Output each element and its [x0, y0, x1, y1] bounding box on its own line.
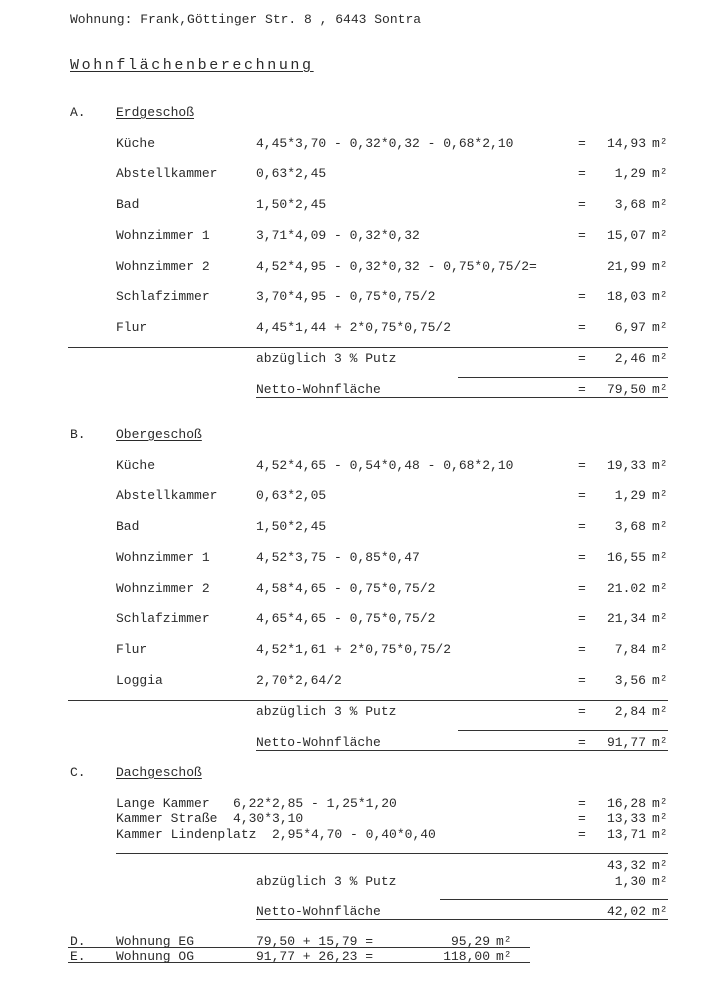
equals-sign: = — [578, 811, 586, 826]
room-name: Bad — [116, 519, 140, 534]
room-name: Schlafzimmer — [116, 289, 210, 304]
subtotal-rule — [116, 853, 668, 854]
equals-sign: = — [578, 197, 586, 212]
room-formula: 4,52*1,61 + 2*0,75*0,75/2 — [256, 642, 452, 657]
equals-sign: = — [578, 488, 586, 503]
equals-sign: = — [578, 320, 586, 335]
room-formula: 4,45*1,44 + 2*0,75*0,75/2 — [256, 320, 452, 335]
room-name: Küche — [116, 136, 156, 151]
room-name: Flur — [116, 642, 148, 657]
room-area-value: 13,71 — [606, 827, 646, 842]
plaster-deduction-label: abzüglich 3 % Putz — [256, 704, 397, 719]
plaster-deduction-value: 2,84 — [614, 704, 646, 719]
unit-label: m² — [652, 166, 668, 181]
equals-sign: = — [578, 228, 586, 243]
unit-label: m² — [652, 488, 668, 503]
equals-sign: = — [578, 704, 586, 719]
room-area-value: 6,97 — [614, 320, 646, 335]
room-formula: 1,50*2,45 — [256, 519, 327, 534]
room-line: Kammer Straße 4,30*3,10 — [116, 811, 304, 826]
equals-sign: = — [578, 351, 586, 366]
room-name: Abstellkammer — [116, 166, 218, 181]
room-name: Wohnzimmer 1 — [116, 228, 210, 243]
unit-label: m² — [496, 934, 512, 949]
equals-sign: = — [578, 735, 586, 750]
room-area-value: 13,33 — [606, 811, 646, 826]
room-line: Kammer Lindenplatz 2,95*4,70 - 0,40*0,40 — [116, 827, 436, 842]
equals-sign: = — [578, 642, 586, 657]
room-area-value: 16,55 — [606, 550, 646, 565]
unit-label: m² — [652, 858, 668, 873]
summary-formula: 79,50 + 15,79 = — [256, 934, 374, 949]
subtotal-value: 43,32 — [606, 858, 646, 873]
room-area-value: 16,28 — [606, 796, 646, 811]
room-name: Wohnzimmer 1 — [116, 550, 210, 565]
unit-label: m² — [652, 259, 668, 274]
room-formula: 4,65*4,65 - 0,75*0,75/2 — [256, 611, 436, 626]
room-formula: 4,52*4,95 - 0,32*0,32 - 0,75*0,75/2= — [256, 259, 537, 274]
subtotal-rule — [68, 700, 668, 701]
equals-sign: = — [578, 827, 586, 842]
summary-label: Wohnung EG — [116, 934, 195, 949]
netto-upper-rule — [440, 899, 668, 900]
room-area-value: 18,03 — [606, 289, 646, 304]
unit-label: m² — [652, 904, 668, 919]
plaster-deduction-label: abzüglich 3 % Putz — [256, 874, 397, 889]
summary-rule — [68, 962, 530, 963]
plaster-deduction-label: abzüglich 3 % Putz — [256, 351, 397, 366]
unit-label: m² — [652, 197, 668, 212]
unit-label: m² — [652, 827, 668, 842]
equals-sign: = — [578, 382, 586, 397]
unit-label: m² — [652, 874, 668, 889]
room-formula: 4,45*3,70 - 0,32*0,32 - 0,68*2,10 — [256, 136, 514, 151]
net-area-label: Netto-Wohnfläche — [256, 735, 381, 750]
unit-label: m² — [652, 811, 668, 826]
unit-label: m² — [652, 289, 668, 304]
plaster-deduction-value: 2,46 — [614, 351, 646, 366]
equals-sign: = — [578, 519, 586, 534]
room-formula: 0,63*2,05 — [256, 488, 327, 503]
room-formula: 4,52*4,65 - 0,54*0,48 - 0,68*2,10 — [256, 458, 514, 473]
room-area-value: 15,07 — [606, 228, 646, 243]
unit-label: m² — [652, 228, 668, 243]
summary-value: 95,29 — [450, 934, 490, 949]
room-name: Wohnzimmer 2 — [116, 581, 210, 596]
net-area-value: 91,77 — [606, 735, 646, 750]
net-area-label: Netto-Wohnfläche — [256, 382, 381, 397]
section-letter: B. — [70, 427, 86, 442]
section-letter: C. — [70, 765, 86, 780]
room-area-value: 21,99 — [606, 259, 646, 274]
room-area-value: 1,29 — [614, 488, 646, 503]
unit-label: m² — [652, 136, 668, 151]
room-area-value: 7,84 — [614, 642, 646, 657]
summary-formula: 91,77 + 26,23 = — [256, 949, 374, 964]
equals-sign: = — [578, 581, 586, 596]
room-area-value: 14,93 — [606, 136, 646, 151]
room-area-value: 3,56 — [614, 673, 646, 688]
room-area-value: 21.02 — [606, 581, 646, 596]
section-letter: A. — [70, 105, 86, 120]
room-area-value: 3,68 — [614, 197, 646, 212]
netto-underline — [256, 397, 668, 398]
unit-label: m² — [652, 351, 668, 366]
equals-sign: = — [578, 673, 586, 688]
room-formula: 1,50*2,45 — [256, 197, 327, 212]
unit-label: m² — [652, 611, 668, 626]
summary-letter: D. — [70, 934, 86, 949]
equals-sign: = — [578, 796, 586, 811]
equals-sign: = — [578, 289, 586, 304]
net-area-label: Netto-Wohnfläche — [256, 904, 381, 919]
room-formula: 2,70*2,64/2 — [256, 673, 342, 688]
room-line: Lange Kammer 6,22*2,85 - 1,25*1,20 — [116, 796, 397, 811]
address-header: Wohnung: Frank,Göttinger Str. 8 , 6443 Sontra — [70, 12, 422, 27]
net-area-value: 79,50 — [606, 382, 646, 397]
unit-label: m² — [652, 796, 668, 811]
netto-upper-rule — [458, 377, 668, 378]
unit-label: m² — [496, 949, 512, 964]
equals-sign: = — [578, 136, 586, 151]
room-name: Wohnzimmer 2 — [116, 259, 210, 274]
unit-label: m² — [652, 550, 668, 565]
section-heading: Dachgeschoß — [116, 765, 202, 780]
unit-label: m² — [652, 581, 668, 596]
unit-label: m² — [652, 673, 668, 688]
summary-label: Wohnung OG — [116, 949, 195, 964]
netto-underline — [256, 750, 668, 751]
room-name: Flur — [116, 320, 148, 335]
room-formula: 3,70*4,95 - 0,75*0,75/2 — [256, 289, 436, 304]
netto-underline — [256, 919, 668, 920]
subtotal-rule — [68, 347, 668, 348]
equals-sign: = — [578, 166, 586, 181]
room-name: Schlafzimmer — [116, 611, 210, 626]
room-name: Bad — [116, 197, 140, 212]
netto-upper-rule — [458, 730, 668, 731]
room-area-value: 1,29 — [614, 166, 646, 181]
room-area-value: 19,33 — [606, 458, 646, 473]
unit-label: m² — [652, 320, 668, 335]
unit-label: m² — [652, 382, 668, 397]
room-formula: 4,58*4,65 - 0,75*0,75/2 — [256, 581, 436, 596]
equals-sign: = — [578, 611, 586, 626]
unit-label: m² — [652, 704, 668, 719]
room-name: Loggia — [116, 673, 163, 688]
room-formula: 4,52*3,75 - 0,85*0,47 — [256, 550, 420, 565]
net-area-value: 42,02 — [606, 904, 646, 919]
plaster-deduction-value: 1,30 — [614, 874, 646, 889]
equals-sign: = — [578, 458, 586, 473]
summary-value: 118,00 — [443, 949, 490, 964]
room-area-value: 21,34 — [606, 611, 646, 626]
room-formula: 0,63*2,45 — [256, 166, 327, 181]
document-title: Wohnflächenberechnung — [70, 57, 314, 74]
room-name: Küche — [116, 458, 156, 473]
room-area-value: 3,68 — [614, 519, 646, 534]
room-formula: 3,71*4,09 - 0,32*0,32 — [256, 228, 420, 243]
unit-label: m² — [652, 735, 668, 750]
unit-label: m² — [652, 519, 668, 534]
unit-label: m² — [652, 458, 668, 473]
section-heading: Erdgeschoß — [116, 105, 195, 120]
unit-label: m² — [652, 642, 668, 657]
equals-sign: = — [578, 550, 586, 565]
summary-letter: E. — [70, 949, 86, 964]
room-name: Abstellkammer — [116, 488, 218, 503]
summary-rule — [68, 947, 530, 948]
section-heading: Obergeschoß — [116, 427, 202, 442]
